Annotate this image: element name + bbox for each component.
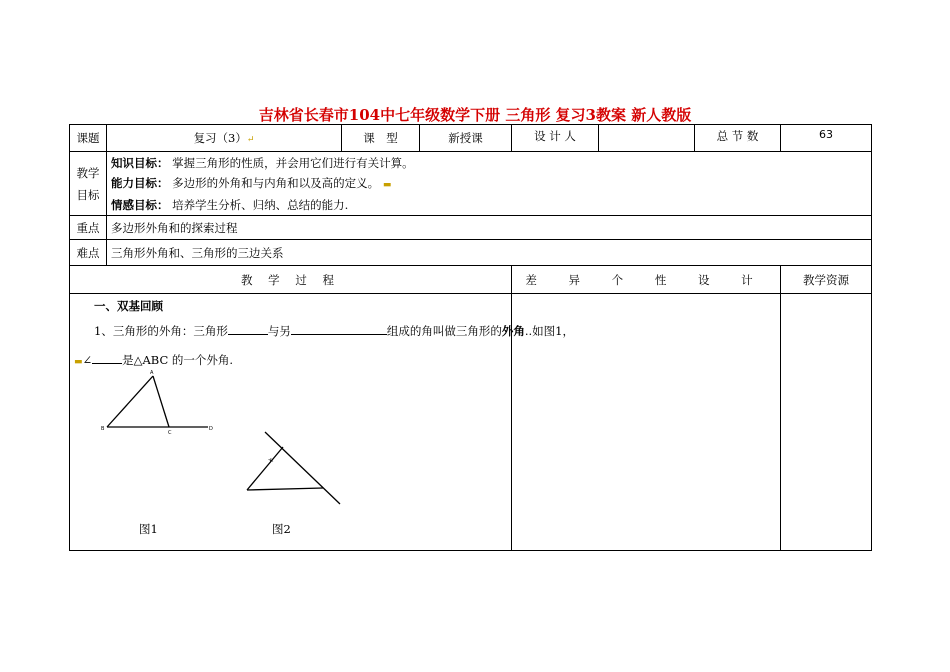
designer-label: 设 计 人 [512, 125, 599, 152]
fig2-base [247, 488, 323, 490]
figure-2 [247, 432, 340, 504]
total-label: 总 节 数 [695, 125, 781, 152]
fig1-label-d: D [209, 426, 213, 432]
return-mark-icon: ↵ [246, 135, 255, 145]
goal-emotion: 情感目标： 培养学生分析、归纳、总结的能力. [111, 197, 349, 212]
goals-content [107, 152, 872, 216]
difficulty-row [70, 240, 872, 266]
header-row [70, 125, 872, 152]
fig2-side-left [247, 447, 283, 490]
question-1-line1: 1、三角形的外角：三角形 与另 组成的角叫做三角形的外角..如图1， [94, 324, 574, 338]
process-cell [70, 294, 574, 551]
goal-knowledge: 知识目标： 掌握三角形的性质，并会用它们进行有关计算。 [111, 155, 414, 170]
section-heading: 一、双基回顾 [94, 299, 163, 313]
return-mark-icon: ▬ [382, 179, 392, 190]
lesson-plan-table [69, 124, 872, 551]
total-value: 63 [781, 125, 872, 152]
designer-value [599, 125, 695, 152]
resources-header: 教学资源 [781, 266, 872, 294]
question-1-line2: ▬∠ 是△ABC 的一个外角. [74, 353, 234, 367]
page-title: 吉林省长春市104中七年级数学下册 三角形 复习3教案 新人教版 [258, 106, 692, 124]
design-header: 差 异 个 性 设 计 [512, 266, 781, 294]
figure-1-caption: 图1 [139, 522, 158, 536]
goal-ability: 能力目标： 多边形的外角和与内角和以及高的定义。 ▬ [111, 175, 392, 190]
fig2-extended-side [265, 432, 340, 504]
main-row [70, 294, 872, 551]
goals-label-line1: 教学 [76, 165, 100, 180]
fig1-side-ac [153, 376, 169, 427]
figure-2-caption: 图2 [272, 522, 291, 536]
keypoint-text: 多边形外角和的探索过程 [107, 216, 872, 240]
type-label: 课 型 [342, 125, 420, 152]
column-header-row [70, 266, 872, 294]
figures [70, 294, 600, 550]
fig1-side-ab [107, 376, 153, 427]
fig1-label-a: A [150, 370, 154, 376]
figure-1 [101, 370, 213, 436]
goals-label-line2: 目标 [76, 187, 100, 202]
goals-label [70, 152, 107, 216]
process-header: 教 学 过 程 [70, 266, 512, 294]
topic-label: 课题 [70, 125, 107, 152]
goals-row [70, 152, 872, 216]
resources-cell [781, 294, 872, 551]
keypoint-label: 重点 [70, 216, 107, 240]
difficulty-label: 难点 [70, 240, 107, 266]
fig2-angle-mark: x [266, 455, 275, 465]
fig1-label-b: B [101, 426, 105, 432]
return-mark-icon: ▬ [74, 357, 83, 367]
fig1-label-c: C [168, 430, 172, 436]
type-value: 新授课 [420, 125, 512, 152]
keypoint-row [70, 216, 872, 240]
topic-value: 复习（3）↵ [107, 125, 342, 152]
difficulty-text: 三角形外角和、三角形的三边关系 [107, 240, 872, 266]
